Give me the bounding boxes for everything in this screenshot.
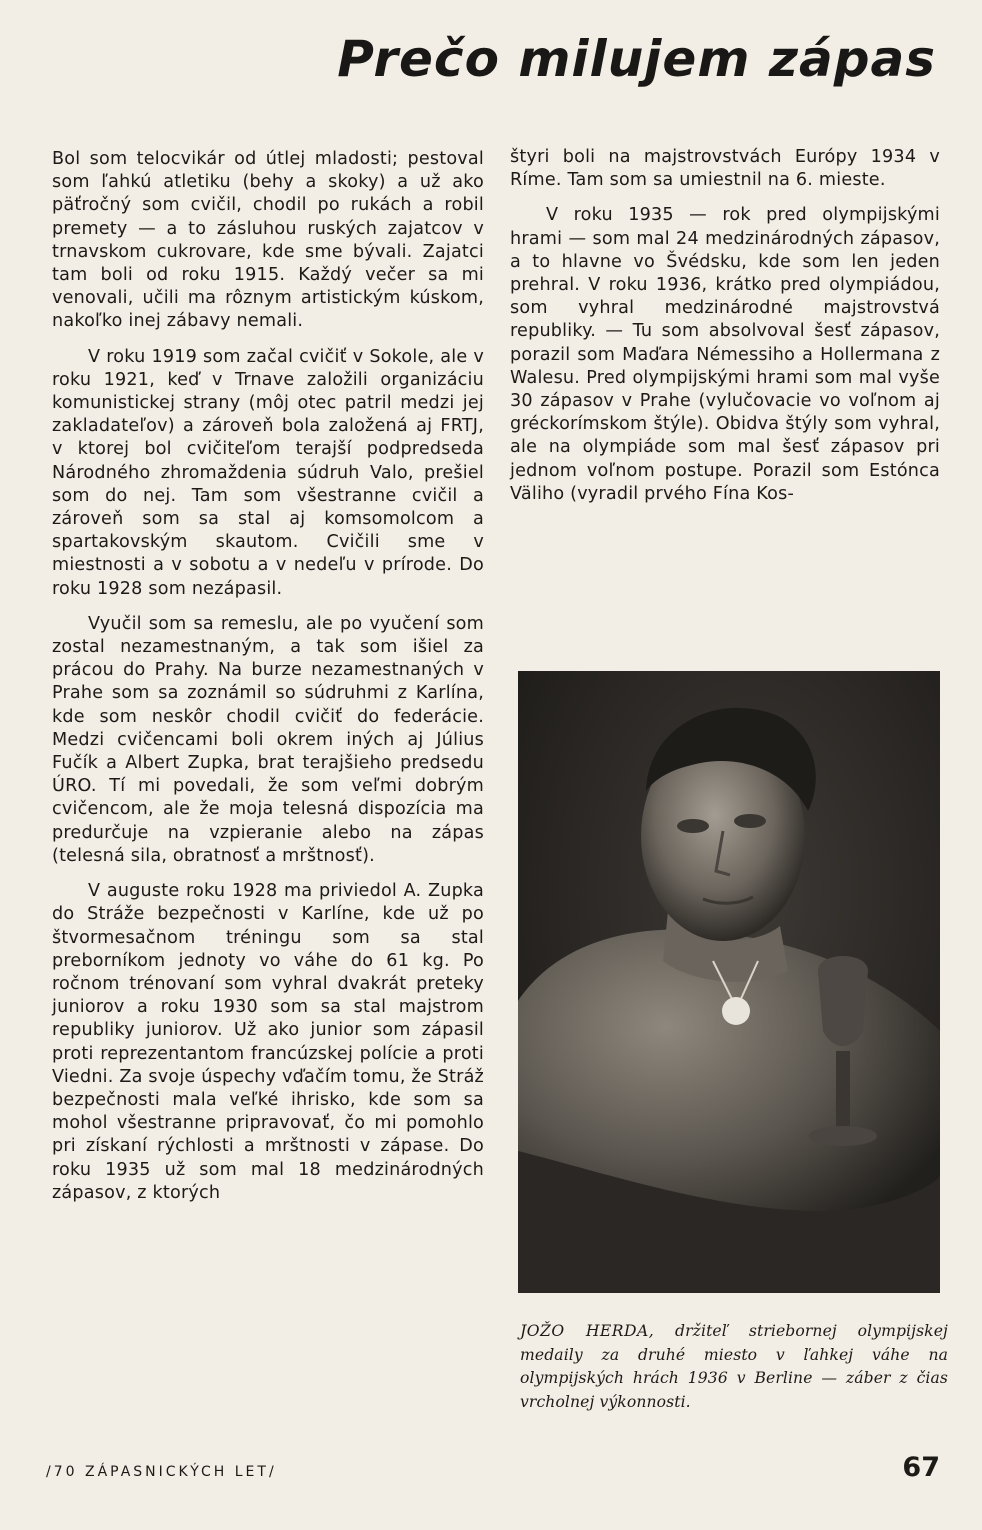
- photo-caption: [520, 1320, 948, 1414]
- paragraph: V auguste roku 1928 ma priviedol A. Zupka do Stráže bezpečnosti v Karlíne, kde už po štvormesačnom tréningu som sa stal preborníkom jednoty vo váhe do 61 kg. Po ročnom trénovaní som vyhral dvakrát preteky juniorov a roku 1930 som sa stal majstrom republiky juniorov. Už ako junior som zápasil proti reprezentantom francúzskej polície a proti Viedni. Za svoje úspechy vďačím tomu, že Stráž bezpečnosti mala veľké ihrisko, kde som sa mohol všestranne pripravovať, čo mi pomohlo pri získaní rýchlosti a mrštnosti v zápase. Do roku 1935 už som mal 18 medzinárodných zápasov, z ktorých: [52, 881, 484, 1203]
- paragraph: Bol som telocvikár od útlej mladosti; pestoval som ľahkú atletiku (behy a skoky) a už ako päťročný som cvičil, chodil po rukách a robil premety — a to zásluhou ruských zajatcov v trnavskom cukrovare, kde sme bývali. Zajatci tam boli od roku 1915. Každý večer sa mi venovali, učili ma rôznym artistickým kúskom, nakoľko inej zábavy nemali.: [52, 149, 484, 332]
- paragraph: V roku 1935 — rok pred olympijskými hrami — som mal 24 medzinárodných zápasov, a to hlavne vo Švédsku, kde som len jeden prehral. V roku 1936, krátko pred olympiádou, som vyhral medzinárodné majstrovstvá republiky. — Tu som absolvoval šesť zápasov, porazil som Maďara Némessiho a Hollermana z Walesu. Pred olympijskými hrami som mal vyše 30 zápasov v Prahe (vylučovacie vo voľnom aj gréckorímskom štýle). Obidva štýly som vyhral, ale na olympiáde som mal šesť zápasov pri jednom voľnom postupe. Porazil som Estónca Väliho (vyradil prvého Fína Kos-: [510, 205, 940, 504]
- left-column: [52, 148, 484, 1217]
- page-number: 67: [902, 1452, 940, 1483]
- paragraph: V roku 1919 som začal cvičiť v Sokole, ale v roku 1921, keď v Trnave založili organizáciu komunistickej strany (môj otec patril medzi jej zakladateľov) a zároveň bola založená aj FRTJ, v ktorej bol cvičiteľom terajší podpredseda Národného zhromaždenia súdruh Valo, prešiel som do nej. Tam som všestranne cvičil a zároveň som sa stal aj komsomolcom a spartakovským skautom. Cvičili sme v miestnosti a v sobotu a v nedeľu v prírode. Do roku 1928 som nezápasil.: [52, 346, 484, 599]
- caption-text: držiteľ striebornej olympijskej medaily za druhé miesto v ľahkej váhe na olympijských hrách 1936 v Berline — záber z čias vrcholnej výkonnosti.: [520, 1322, 948, 1411]
- caption-name: JOŽO HERDA,: [520, 1322, 655, 1340]
- book-title-footer: /70 ZÁPASNICKÝCH LET/: [46, 1464, 277, 1480]
- paragraph: Vyučil som sa remeslu, ale po vyučení som zostal nezamestnaným, a tak som išiel za prácou do Prahy. Na burze nezamestnaných v Prahe som sa zoznámil so súdruhmi z Karlína, kde som neskôr chodil cvičiť do federácie. Medzi cvičencami boli okrem iných aj Július Fučík a Albert Zupka, brat terajšieho predsedu ÚRO. Tí mi povedali, že som veľmi dobrým cvičencom, ale že moja telesná dispozícia ma predurčuje na vzpieranie alebo na zápas (telesná sila, obratnosť a mrštnosť).: [52, 613, 484, 866]
- article-title: Prečo milujem zápas: [337, 30, 936, 88]
- paragraph: štyri boli na majstrovstvách Európy 1934 v Ríme. Tam som sa umiestnil na 6. mieste.: [510, 147, 940, 191]
- right-column: [510, 146, 940, 518]
- wrestler-portrait-photo: [518, 671, 940, 1293]
